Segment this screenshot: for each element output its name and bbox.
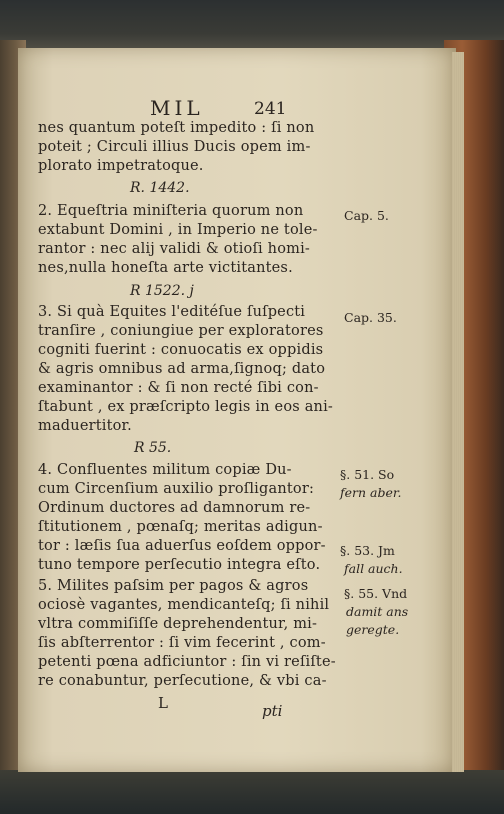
page-edges (452, 52, 464, 772)
running-head: MIL (150, 96, 204, 120)
margin-note: fern aber. (340, 485, 402, 500)
margin-note: §. 55. Vnd (344, 586, 408, 601)
text-line: nes quantum poteſt impedito : ſi non (38, 120, 315, 136)
margin-note: §. 53. Jm (340, 543, 395, 558)
page-number: 241 (254, 99, 287, 119)
text-line: ociosè vagantes, mendicanteſq; ſi nihil (38, 597, 330, 613)
text-line: cum Circenſium auxilio proſligantor: (38, 481, 315, 497)
text-line: Ordinum ductores ad damnorum re- (38, 500, 311, 516)
text-line: plorato impetratoque. (38, 158, 204, 174)
margin-note: Cap. 35. (344, 310, 397, 325)
text-line: examinantor : & ſi non recté ſibi con- (38, 380, 319, 396)
text-line: 3. Si quà Equites l'editéſue ſuſpecti (38, 304, 306, 320)
text-line: vltra commiſiſſe deprehendentur, mi- (38, 616, 318, 632)
margin-note: fall auch. (344, 561, 403, 576)
text-line: 5. Milites paſsim per pagos & agros (38, 578, 309, 594)
reference-r1: R. 1442. (130, 180, 190, 196)
text-line: cogniti fuerint : conuocatis ex oppidis (38, 342, 324, 358)
reference-r2: R 1522. j (130, 283, 194, 299)
text-line: extabunt Domini , in Imperio ne tole- (38, 222, 318, 238)
margin-note: damit ans (346, 604, 409, 619)
text-line: ſtitutionem , pœnaſq; meritas adigun- (38, 519, 323, 535)
book-cover-bottom (0, 770, 504, 814)
text-line: poteit ; Circuli illius Ducis opem im- (38, 139, 311, 155)
margin-note: geregte. (346, 622, 400, 637)
text-line: nes,nulla honeſta arte victitantes. (38, 260, 293, 276)
text-line: 2. Equeſtria miniſteria quorum non (38, 203, 304, 219)
catchword: pti (262, 702, 283, 720)
margin-note: §. 51. So (340, 467, 395, 482)
text-line: rantor : nec alij validi & otioſi homi- (38, 241, 311, 257)
text-line: tuno tempore perſecutio integra eſto. (38, 557, 321, 573)
text-line: re conabuntur, perſecutione, & vbi ca- (38, 673, 327, 689)
text-line: tranſire , coniungiue per exploratores (38, 323, 324, 339)
text-line: ſtabunt , ex præſcripto legis in eos ani- (38, 399, 334, 415)
reference-r3: R 55. (134, 440, 172, 456)
text-line: & agris omnibus ad arma,ſignoq; dato (38, 361, 326, 377)
text-line: 4. Confluentes militum copiæ Du- (38, 462, 292, 478)
text-line: maduertitor. (38, 418, 132, 434)
text-line: tor : læſis ſua aduerſus eoſdem oppor- (38, 538, 326, 554)
text-line: ſis abſterrentor : ſi vim fecerint , com- (38, 635, 326, 651)
margin-note: Cap. 5. (344, 208, 389, 223)
text-line: petenti pœna adficiuntor : ſin vi reſiſte- (38, 654, 336, 670)
signature-mark: L (158, 694, 168, 712)
